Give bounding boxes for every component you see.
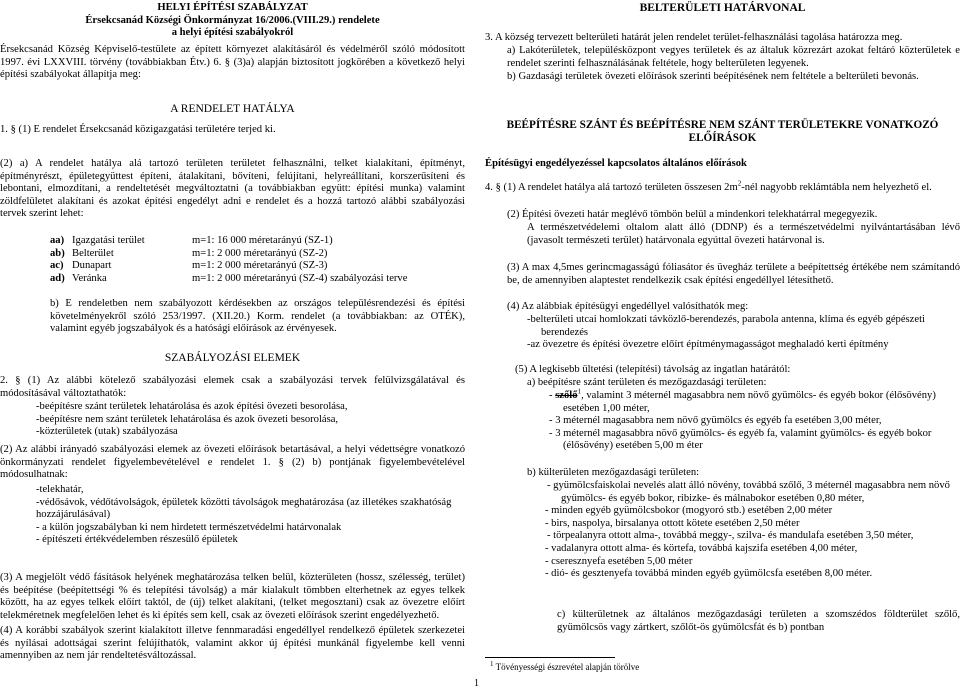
header-line-2: Érsekcsanád Községi Önkormányzat 16/2006.(VIII.29.) rendelete [85,14,380,26]
intro-paragraph: Érsekcsanád Község Képviselő-testülete az épített környezet alakításáról és védelméről szóló módosított 1997. évi LXXVIII. törvény (továbbiakban Étv.) 6. § (3)a) alapján biztosított jogkörében a következő helyi építési szabályokat állapítja meg: [0,44,465,81]
paragraph-3: 3. A község tervezett belterületi határát jelen rendelet terület-felhasználási tagolása határozza meg. [485,32,903,43]
page-number: 1 [474,678,479,689]
list-item: - a külön jogszabályban ki nem hirdetett természetvédelmi határvonalak [36,521,342,533]
plan-scale: m=1: 2 000 méretarányú (SZ-4) szabályozási terve [192,272,408,284]
header-line-3: a helyi építési szabályokról [171,27,294,39]
paragraph-4-2: (2) Építési övezeti határ meglévő tömbön belül a mindenkori telekhatárral megegyezik. [507,209,878,220]
footnote-separator [485,657,615,658]
plan-name: Belterület [72,247,114,259]
paragraph-5: (5) A legkisebb ültetési (telepítési) távolság az ingatlan határától: [515,364,791,375]
plan-code: aa) [50,235,65,246]
list-item: -telekhatár, [36,484,84,495]
list-item: -az övezetre és építési övezetre előírt építménymagasságot meghaladó kerti építmény [527,339,889,351]
list-item: - birs, naspolya, birsalanya ottott kötete esetében 2,50 méter [545,517,800,529]
paragraph-2-2: (2) Az alábbi irányadó szabályozási elemek az övezeti előírások betartásával, a helyi védettségre vonatkozó önkormányzati rendelet figyelembevételével e rendelet 1. § (2) b) pontjának figyelembevételével módosulhatnak: [0,444,465,481]
section-title-hatalya: A RENDELET HATÁLYA [170,103,295,115]
footnote-number: 1 [490,660,494,668]
list-dash: - [549,390,556,401]
paragraph-3b: b) Gazdasági területek övezeti előírások szerinti beépítésének nem feltétele a belterületi bevonás. [507,71,919,82]
plans-table [50,235,407,285]
list-item: - minden egyéb gyümölcsbokor (mogyoró stb.) esetében 2,00 méter [545,505,833,517]
header-line-1: HELYI ÉPÍTÉSI SZABÁLYZAT [157,2,308,13]
paragraph-3a: a) Lakóterületek, településközpont vegyes területek és az általuk közrezárt azokat feltáró közterületek e rendelet szerinti felhasználásának feltétele, hogy belterületen legyenek. [507,45,960,69]
list-5a [537,387,960,453]
paragraph-5b: b) külterületen mezőgazdasági területen: [527,467,700,478]
struck-word: szőlő [555,390,578,401]
paragraph-4-3: (3) A max 4,5mes gerincmagasságú fóliasátor és üvegház területe a beépítettség értékébe nem számítandó be, de amennyiben alaptestet rendelkezik csak építési engedéllyel létesíthető. [507,262,960,286]
list-item: - vadalanyra ottott alma- és körtefa, továbbá kajszifa esetében 4,00 méter, [545,542,858,554]
list-item: -belterületi utcai homlokzati távközlő-berendezés, parabola antenna, klíma és egyéb gépészeti berendezés [527,314,925,338]
plan-name: Dunapart [72,260,112,272]
paragraph-2-3: (3) A megjelölt védő fásítások helyének meghatározása telken belül, közterületen (hossz, szélesség, terület) és beépítése (beépítettségi % és telepítési távolság) a már kialakult tömbben elterhetnek az egyes telkek között, ha az egyes telkek előírt taktól, de (új) telket alakítani, (telket megosztani) csak az övezetre előírt telekméretnek megfelelően lehet és ki építés sem kell, csak az övezeti előírások szerint engedélyezhető. [0,572,465,621]
list-text: , valamint 3 méternél magasabbra nem növő gyümölcs- és egyéb bokor (élősövény) esetében 1,00 méter, [563,390,936,414]
plan-row [50,248,407,261]
list-item: -közterületek (utak) szabályozása [36,426,178,438]
list-item [537,387,960,415]
list-item: - dió- és gesztenyefa továbbá minden egyéb gyümölcsfa esetében 8,00 méter. [545,568,873,580]
plan-scale: m=1: 16 000 méretarányú (SZ-1) [192,235,333,246]
paragraph-4-1-start: 4. § (1) A rendelet hatálya alá tartozó területen összesen 2m [485,182,738,193]
list-item: -védősávok, védőtávolságok, épületek közötti távolságok meghatározása (az illetékes szakhatóság hozzájárulásával) [36,496,452,521]
plan-scale: m=1: 2 000 méretarányú (SZ-3) [192,260,328,272]
paragraph-5c: c) külterületnek az általános mezőgazdasági területen a szomszédos földterület szőlő, gyümölcsös vagy zártkert, szőlőt-ös gyümölcsfát és b) pontban [557,609,960,633]
plan-code: ab) [50,247,65,259]
paragraph-2-4: (4) A korábbi szabályok szerint kialakított illetve fennmaradási engedéllyel rendelkező épületek szerkezetei és nyílásai adottságai szerint felújíthatók, valamint akkor új építési munkánál figyelembe kell venni amennyiben az nem jár rendeltetésváltozással. [0,625,465,662]
list-item: - cseresznyefa esetében 5,00 méter [545,555,693,567]
list-item: - törpealanyra ottott alma-, továbbá meggy-, szilva- és mandulafa esetében 3,50 méter, [547,530,914,542]
section-title-szabalyozasi: SZABÁLYOZÁSI ELEMEK [164,352,301,364]
list-item [537,428,960,453]
paragraph-4-4: (4) Az alábbiak építésügyi engedéllyel valósíthatók meg: [507,301,749,312]
footnote-ref: 1 [577,387,582,396]
list-text: 3 méternél magasabbra nem növő gyümölcs és egyéb fa esetében 3,00 méter, [555,415,882,427]
list-item [537,415,960,428]
paragraph-1-2b: b) E rendeletben nem szabályozott kérdésekben az országos településrendezési és építési követelményekről szóló 253/1997. (XII.20.) Korm. rendelet (a továbbiakban: az OTÉK), valamint egyéb jogszabályok és a hatósági előírások az érvényesek. [50,298,465,335]
paragraph-4-2b: A természetvédelemi oltalom alatt álló (DDNP) és a természetvédelmi nyilvántartásában lévő (javasolt természeti terület) határvonala egyúttal övezeti határvonal is. [527,222,960,246]
paragraph-2-1: 2. § (1) Az alábbi kötelező szabályozási elemek csak a szabályozási tervek felülvizsgálatával és módosításával változtathatók: [0,375,465,399]
list-item: - gyümölcsfaiskolai nevelés alatt álló növény, továbbá szőlő, 3 méternél magasabbra nem növő gyümölcs- és egyéb bokor, ribizke- és málnabokor esetében 0,80 méter, [547,480,950,504]
plan-name: Veránka [72,272,107,284]
paragraph-4-1-end: -nél nagyobb reklámtábla nem helyezhető el. [741,182,932,193]
list-5b [545,480,960,581]
subsection-title: Építésügyi engedélyezéssel kapcsolatos általános előírások [485,158,747,169]
list-2-1 [36,401,465,439]
list-item: -beépítésre szánt területek lehatárolása és azok építési övezeti besorolása, [36,401,348,412]
footnote [490,662,639,672]
list-item: - építészeti értékvédelemben részesülő épületek [36,534,238,546]
list-dash: - [549,427,556,439]
list-4-4 [527,314,960,352]
plan-code: ad) [50,272,65,284]
superscript-2: 2 [737,179,742,188]
plan-scale: m=1: 2 000 méretarányú (SZ-2) [192,247,328,259]
plan-code: ac) [50,260,64,272]
plan-row [50,235,407,248]
paragraph-1-2a: (2) a) A rendelet hatálya alá tartozó területen területet felhasználni, telket kialakítani, építményt, építményrészt, épületegyüttest építeni, átalakítani, bővíteni, felújítani, helyreállítani, korszerűsíteni és lebontani, elmozdítani, a rendeltetését megváltoztatni (a továbbiakban együtt: építési munka) valamint zöldfelületet alakítani és azokat építési engedélyt adni e rendelet és a hozzá tartozó alábbi szabályozási tervek szerint lehet: [0,158,465,220]
plan-name: Igazgatási terület [72,235,145,246]
paragraph-4-1 [485,179,960,195]
footnote-text: Tövényességi észrevétel alapján törölve [495,662,640,672]
paragraph-1-1: 1. § (1) E rendelet Érsekcsanád közigazgatási területére terjed ki. [0,124,276,135]
list-dash: - [549,415,556,427]
list-item: -beépítésre nem szánt területek lehatárolása és azok övezeti besorolása, [36,413,339,425]
plan-row [50,273,407,286]
paragraph-5a: a) beépítésre szánt területen és mezőgazdasági területen: [527,377,767,388]
section-title-belteruleti: BELTERÜLETI HATÁRVONAL [639,2,806,14]
plan-row [50,260,407,273]
document-header [0,2,465,40]
list-text: 3 méternél magasabbra növő gyümölcs- és egyéb fa, valamint gyümölcs- és egyéb bokor (élősövény) esetében 5,00 m éter [555,427,932,452]
section-title-beepitesre: BEÉPÍTÉSRE SZÁNT ÉS BEÉPÍTÉSRE NEM SZÁNT TERÜLETEKRE VONATKOZÓ ELŐÍRÁSOK [506,119,939,144]
list-2-2 [36,484,465,547]
